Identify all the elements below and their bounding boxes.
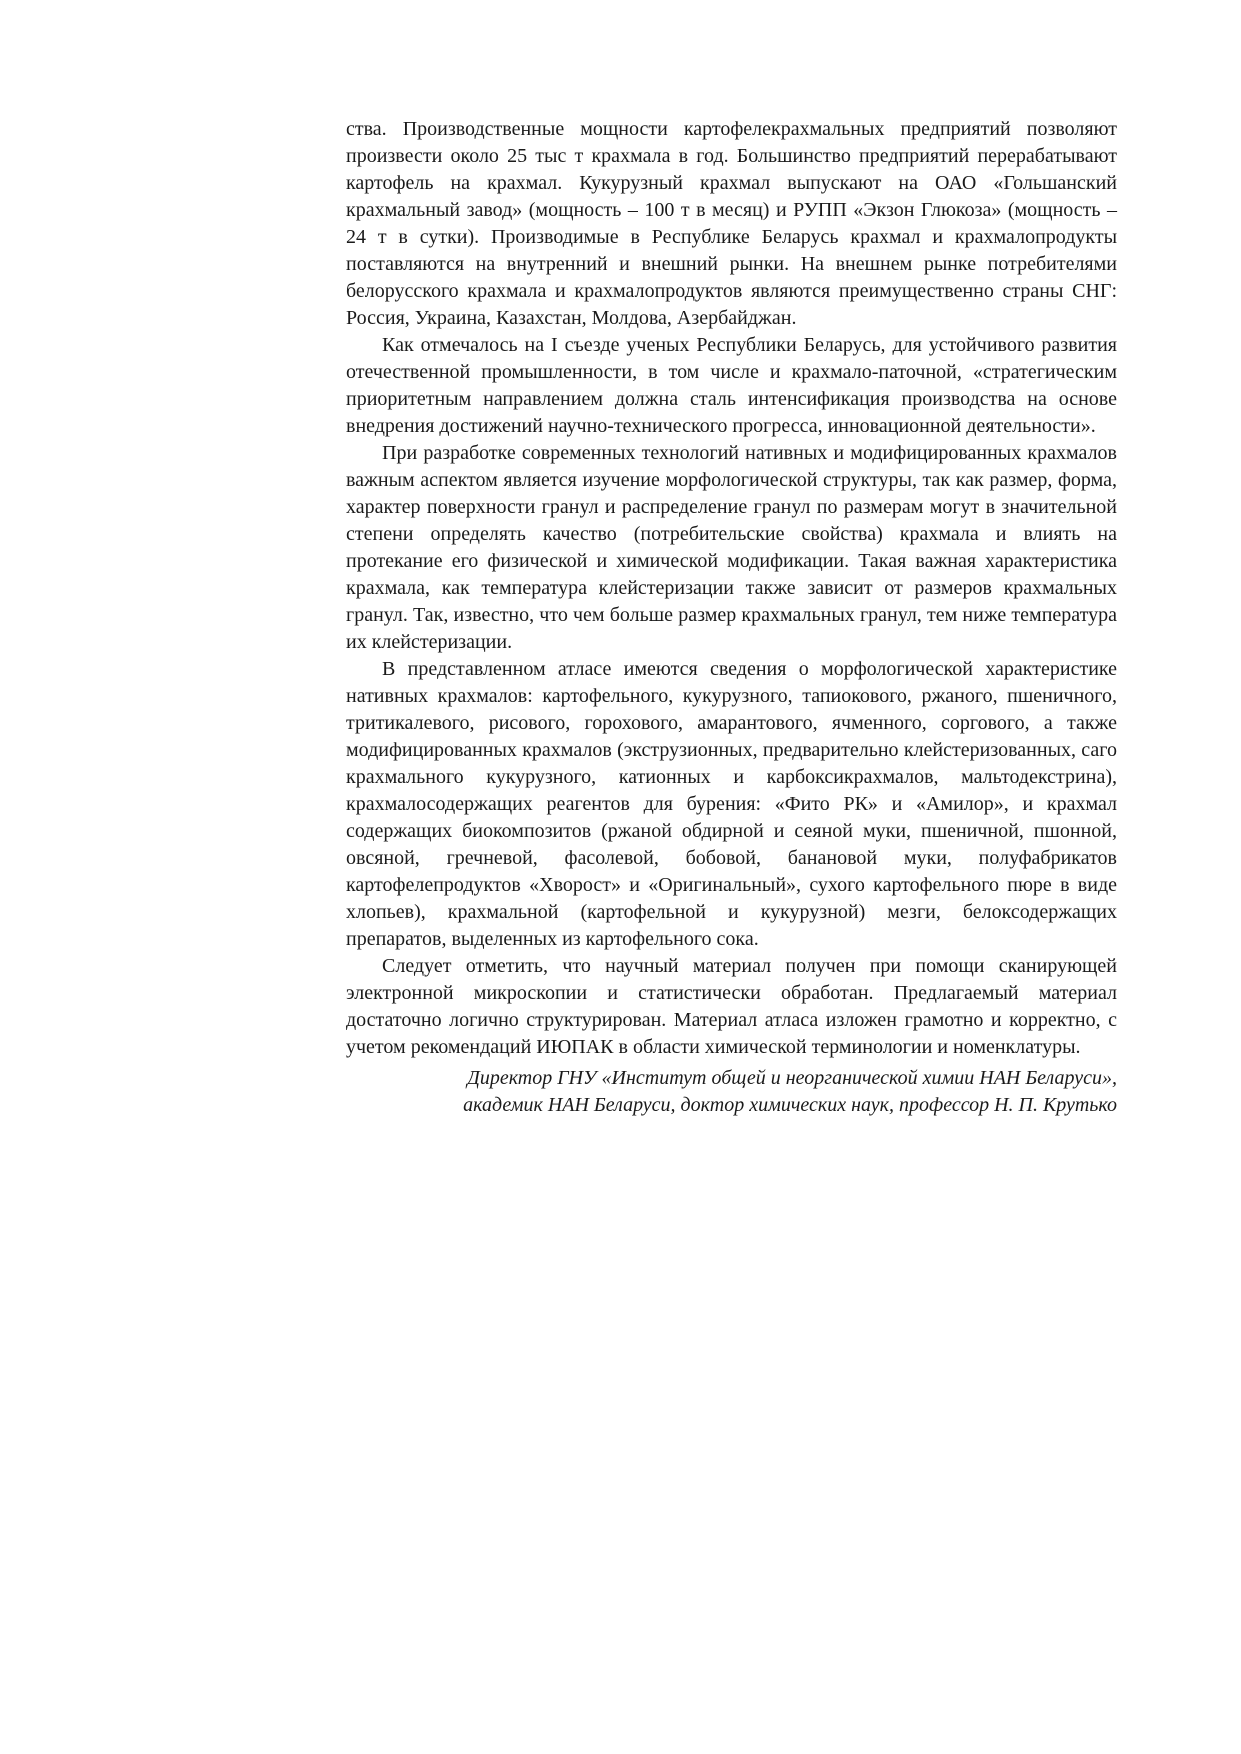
signature-line-1: Директор ГНУ «Институт общей и неорганической химии НАН Беларуси»,: [467, 1067, 1117, 1089]
paragraph-congress: Как отмечалось на I съезде ученых Республики Беларусь, для устойчивого развития отечественной промышленности, в том числе и крахмало-паточной, «стратегическим приоритетным направлением должна сталь интенсификация производства на основе внедрения достижений научно-технического прогресса, инновационной деятельности».: [346, 334, 1117, 437]
paragraph-atlas-contents: В представленном атласе имеются сведения о морфологической характеристике нативных крахмалов: картофельного, кукурузного, тапиокового, ржаного, пшеничного, тритикалевого, рисового, горохового, амарантового, ячменного, соргового, а также модифицированных крахмалов (экструзионных, предварительно клейстеризованных, саго крахмального кукурузного, катионных и карбоксикрахмалов, мальтодекстрина), крахмалосодержащих реагентов для бурения: «Фито РК» и «Амилор», и крахмал содержащих биокомпозитов (ржаной обдирной и сеяной муки, пшеничной, пшонной, овсяной, гречневой, фасолевой, бобовой, банановой муки, полуфабрикатов картофелепродуктов «Хворост» и «Оригинальный», сухого картофельного пюре в виде хлопьев), крахмальной (картофельной и кукурузной) мезги, белоксодержащих препаратов, выделенных из картофельного сока.: [346, 658, 1117, 950]
signature-block: [346, 1065, 1117, 1119]
paragraph-continuation: ства. Производственные мощности картофелекрахмальных предприятий позволяют произвести около 25 тыс т крахмала в год. Большинство предприятий перерабатывают картофель на крахмал. Кукурузный крахмал выпускают на ОАО «Гольшанский крахмальный завод» (мощность – 100 т в месяц) и РУПП «Экзон Глюкоза» (мощность – 24 т в сутки). Производимые в Республике Беларусь крахмал и крахмалопродукты поставляются на внутренний и внешний рынки. На внешнем рынке потребителями белорусского крахмала и крахмалопродуктов являются преимущественно страны СНГ: Россия, Украина, Казахстан, Молдова, Азербайджан.: [346, 118, 1117, 329]
paragraph-morphology: При разработке современных технологий нативных и модифицированных крахмалов важным аспектом является изучение морфологической структуры, так как размер, форма, характер поверхности гранул и распределение гранул по размерам могут в значительной степени определять качество (потребительские свойства) крахмала и влиять на протекание его физической и химической модификации. Такая важная характеристика крахмала, как температура клейстеризации также зависит от размеров крахмальных гранул. Так, известно, что чем больше размер крахмальных гранул, тем ниже температура их клейстеризации.: [346, 442, 1117, 653]
document-page: [346, 116, 1117, 1119]
paragraph-conclusion: Следует отметить, что научный материал получен при помощи сканирующей электронной микроскопии и статистически обработан. Предлагаемый материал достаточно логично структурирован. Материал атласа изложен грамотно и корректно, с учетом рекомендаций ИЮПАК в области химической терминологии и номенклатуры.: [346, 955, 1117, 1058]
signature-line-2: академик НАН Беларуси, доктор химических наук, профессор Н. П. Крутько: [463, 1094, 1117, 1116]
